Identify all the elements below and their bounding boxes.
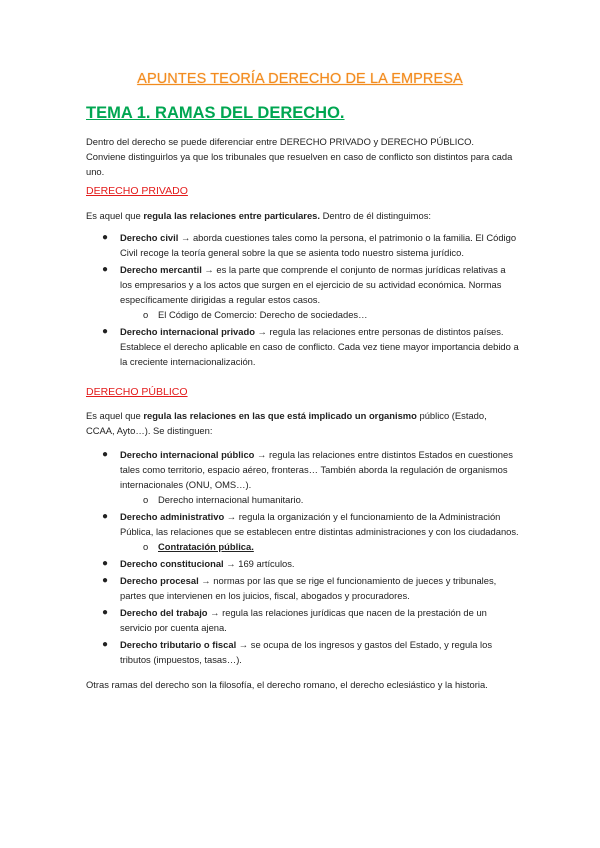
list-item: ● Derecho administrativo → regula la organización y el funcionamiento de la Administración Pública, las relaciones que se establecen entre distintas administraciones y con los ciudadanos. bbox=[102, 511, 519, 537]
privado-definition: Es aquel que regula las relaciones entre particulares. Dentro de él distinguimos: bbox=[86, 210, 431, 221]
intro-paragraph: Dentro del derecho se puede diferenciar entre DERECHO PRIVADO y DERECHO PÚBLICO. Conviene distinguirlos ya que los tribunales que resuelven en caso de conflicto son distintos para cada uno. bbox=[86, 136, 513, 177]
bullet-icon: ● bbox=[102, 326, 109, 337]
list-item: ● Derecho tributario o fiscal → se ocupa de los ingresos y gastos del Estado, y regula los tributos (impuestos, tasas…). bbox=[102, 639, 493, 665]
circle-bullet-icon: o bbox=[143, 541, 149, 552]
closing-paragraph: Otras ramas del derecho son la filosofía, el derecho romano, el derecho eclesiástico y la historia. bbox=[86, 679, 488, 690]
list-item: ● Derecho constitucional → 169 artículos. bbox=[102, 558, 295, 569]
bullet-icon: ● bbox=[102, 232, 109, 243]
list-item: ● Derecho civil → aborda cuestiones tales como la persona, el patrimonio o la familia. El Código Civil recoge la teoría general sobre la que se asienta todo nuestro sistema jurídico. bbox=[102, 232, 517, 258]
list-item: ● Derecho internacional público → regula las relaciones entre distintos Estados en cuestiones tales como territorio, espacio aéreo, fronteras… También aborda la regulación de organismos internacionales (ONU, OMS…). bbox=[102, 449, 513, 490]
bullet-icon: ● bbox=[102, 558, 109, 569]
document-title: APUNTES TEORÍA DERECHO DE LA EMPRESA bbox=[137, 71, 463, 87]
publico-list bbox=[0, 447, 600, 667]
list-item: ● Derecho internacional privado → regula las relaciones entre personas de distintos países. Establece el derecho aplicable en caso de conflicto. Cada vez tiene mayor importancia debido a la creciente internacionalización. bbox=[102, 326, 519, 367]
sublist-item: o Contratación pública. bbox=[143, 541, 254, 552]
bullet-icon: ● bbox=[102, 639, 109, 650]
section-heading-privado: DERECHO PRIVADO bbox=[86, 185, 188, 197]
privado-list bbox=[0, 230, 600, 369]
topic-heading: TEMA 1. RAMAS DEL DERECHO. bbox=[86, 104, 345, 122]
bullet-icon: ● bbox=[102, 607, 109, 618]
list-item: ● Derecho procesal → normas por las que se rige el funcionamiento de jueces y tribunales, partes que intervienen en los juicios, fiscal, abogados y procuradores. bbox=[102, 575, 497, 601]
sublist-item: o Derecho internacional humanitario. bbox=[143, 494, 304, 505]
sublist-item: o El Código de Comercio: Derecho de sociedades… bbox=[143, 309, 368, 320]
circle-bullet-icon: o bbox=[143, 494, 149, 505]
bullet-icon: ● bbox=[102, 264, 109, 275]
bullet-icon: ● bbox=[102, 575, 109, 586]
section-heading-publico: DERECHO PÚBLICO bbox=[86, 386, 188, 398]
bullet-icon: ● bbox=[102, 449, 109, 460]
circle-bullet-icon: o bbox=[143, 309, 149, 320]
publico-definition: Es aquel que regula las relaciones en las que está implicado un organismo público (Estado, CCAA, Ayto…). Se distinguen: bbox=[86, 410, 487, 436]
list-item: ● Derecho mercantil → es la parte que comprende el conjunto de normas jurídicas relativas a los empresarios y a los actos que surgen en el ejercicio de su actividad económica. Normas específicamente dirigidas a regular estos casos. bbox=[102, 264, 506, 305]
bullet-icon: ● bbox=[102, 511, 109, 522]
list-item: ● Derecho del trabajo → regula las relaciones jurídicas que nacen de la prestación de un servicio por cuenta ajena. bbox=[102, 607, 487, 633]
